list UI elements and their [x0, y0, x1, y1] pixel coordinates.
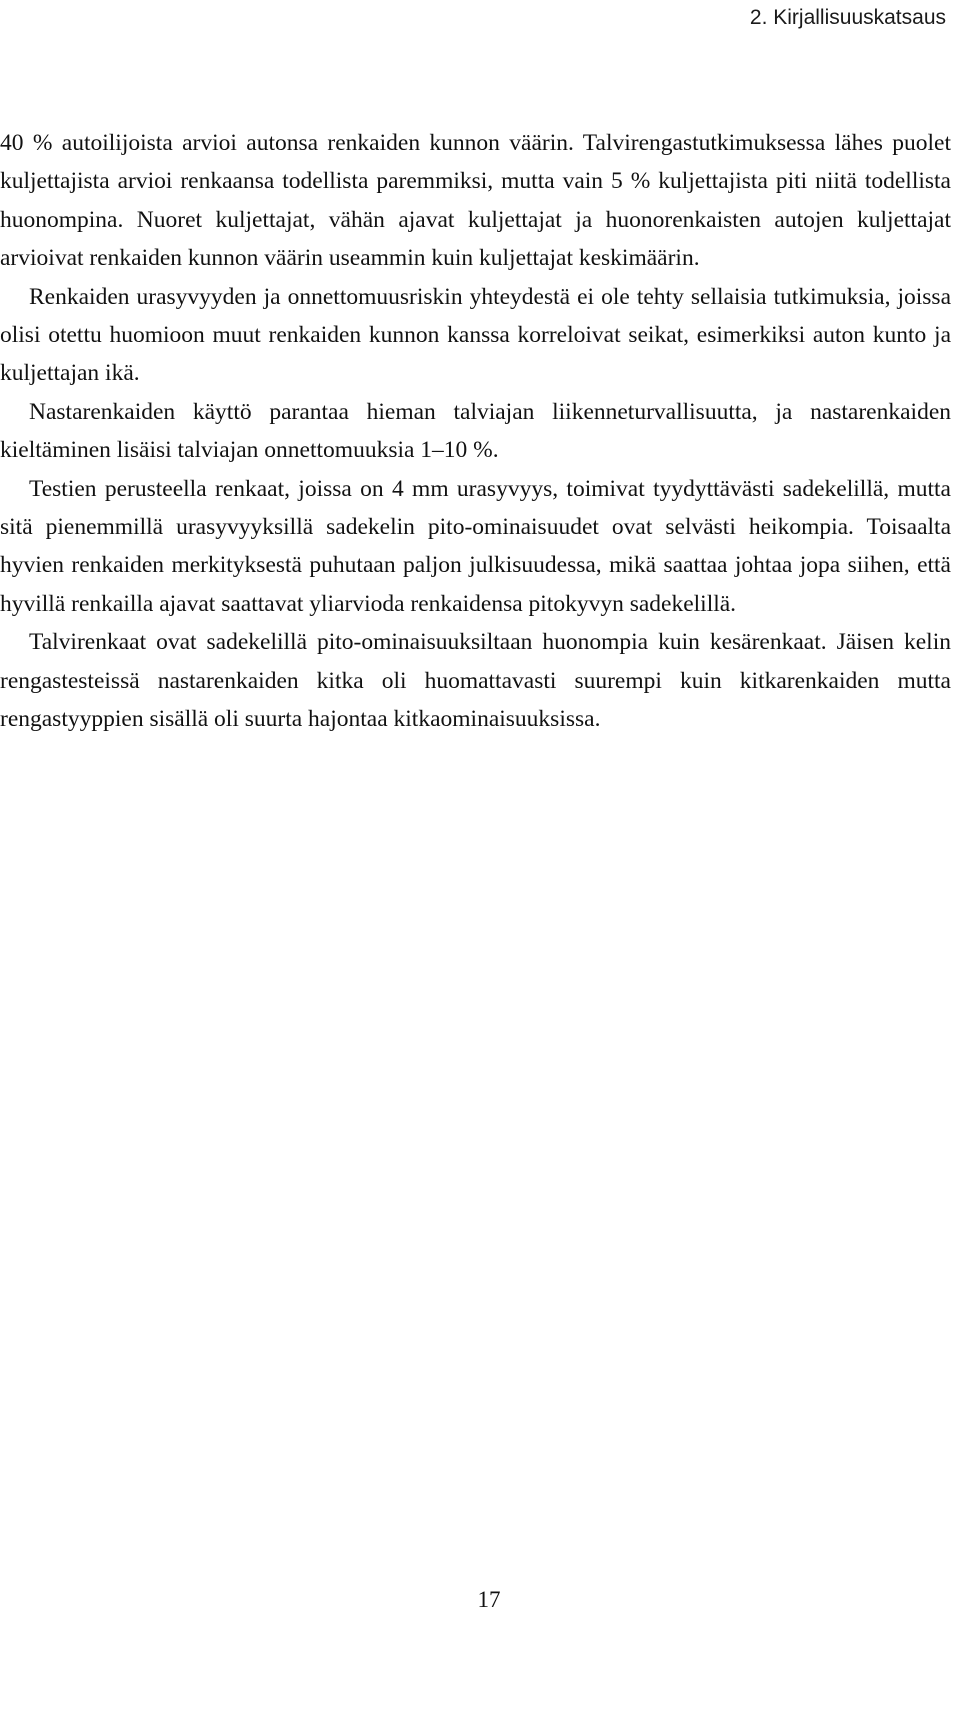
paragraph-1: 40 % autoilijoista arvioi autonsa renkaiden kunnon väärin. Talvirengastutkimuksessa lähes puolet kuljettajista arvioi renkaansa todellista paremmiksi, mutta vain 5 % kuljettajista piti niitä todellista huonompina. Nuoret kuljettajat, vähän ajavat kuljettajat ja huonorenkaisten autojen kuljettajat arvioivat renkaiden kunnon väärin useammin kuin kuljettajat keskimäärin. [0, 130, 951, 272]
page-number: 17 [477, 1587, 501, 1612]
running-header: 2. Kirjallisuuskatsaus [749, 6, 946, 29]
paragraph-2: Renkaiden urasyvyyden ja onnettomuusriskin yhteydestä ei ole tehty sellaisia tutkimuksia, joissa olisi otettu huomioon muut renkaiden kunnon kanssa korreloivat seikat, esimerkiksi auton kunto ja kuljettajan ikä. [0, 283, 951, 387]
paragraph-3: Nastarenkaiden käyttö parantaa hieman talviajan liikenneturvallisuutta, ja nastarenkaiden kieltäminen lisäisi talviajan onnettomuuksia 1–10 %. [0, 398, 951, 464]
body-text [0, 124, 951, 739]
paragraph-4: Testien perusteella renkaat, joissa on 4 mm urasyvyys, toimivat tyydyttävästi sadekelillä, mutta sitä pienemmillä urasyvyyksillä sadekelin pito-ominaisuudet ovat selvästi heikompia. Toisaalta hyvien renkaiden merkityksestä puhutaan paljon julkisuudessa, mikä saattaa johtaa jopa siihen, että hyvillä renkailla ajavat saattavat yliarvioda renkaidensa pitokyvyn sadekelillä. [0, 475, 951, 617]
paragraph-5: Talvirenkaat ovat sadekelillä pito-ominaisuuksiltaan huonompia kuin kesärenkaat. Jäisen kelin rengastesteissä nastarenkaiden kitka oli huomattavasti suurempi kuin kitkarenkaiden mutta rengastyyppien sisällä oli suurta hajontaa kitkaominaisuuksissa. [0, 629, 951, 733]
